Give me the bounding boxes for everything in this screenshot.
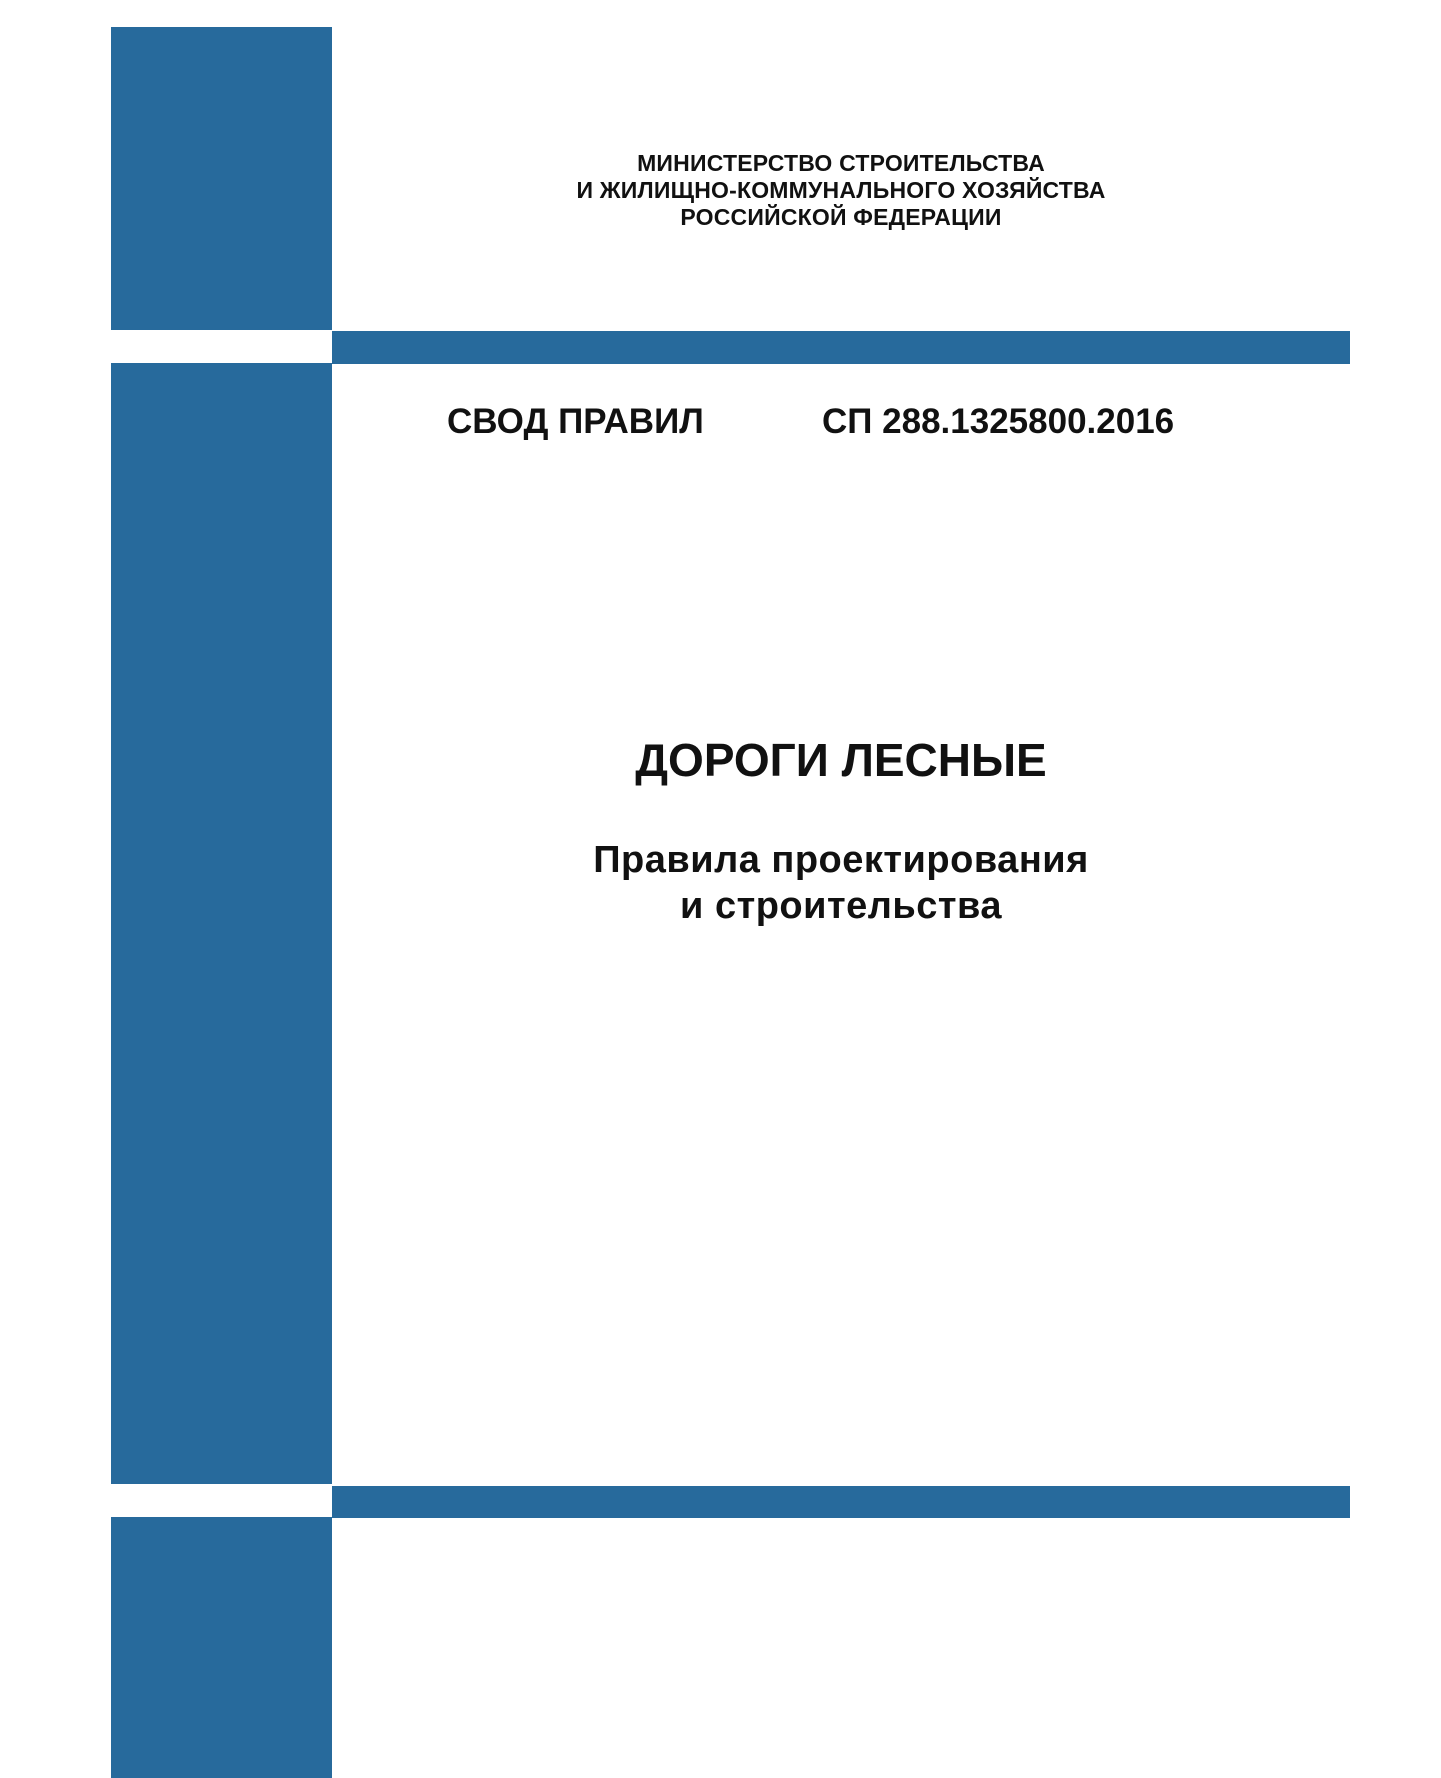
document-subtitle [332, 837, 1350, 929]
ministry-line-2: И ЖИЛИЩНО-КОММУНАЛЬНОГО ХОЗЯЙСТВА [576, 177, 1106, 203]
document-title: ДОРОГИ ЛЕСНЫЕ [635, 734, 1047, 786]
decor-column-middle [111, 363, 332, 1484]
decor-column-bottom [111, 1517, 332, 1778]
subtitle-line-1: Правила проектирования [593, 839, 1089, 881]
decor-column-top [111, 27, 332, 330]
decor-band-top [332, 331, 1350, 364]
decor-band-bottom [332, 1486, 1350, 1518]
ministry-line-3: РОССИЙСКОЙ ФЕДЕРАЦИИ [680, 204, 1002, 230]
document-type-label: СВОД ПРАВИЛ [447, 402, 704, 441]
document-number: СП 288.1325800.2016 [822, 402, 1175, 441]
subtitle-line-2: и строительства [680, 885, 1002, 927]
ministry-line-1: МИНИСТЕРСТВО СТРОИТЕЛЬСТВА [637, 150, 1045, 176]
ministry-name [332, 150, 1350, 231]
